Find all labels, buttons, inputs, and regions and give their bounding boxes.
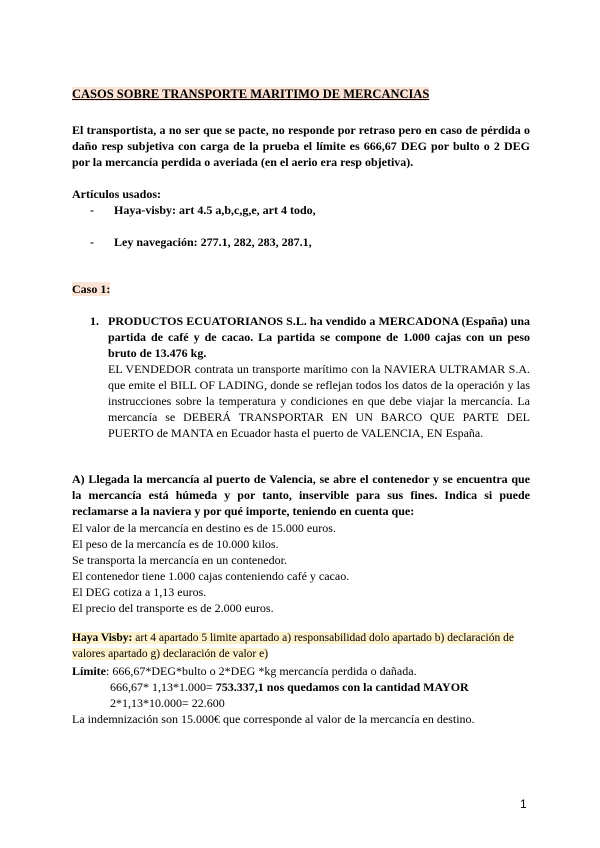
haya-text: art 4 apartado 5 limite apartado a) responsabilidad dolo apartado b) declaración de valores apartado g) declaración de valor e): [72, 632, 514, 660]
page-number: 1: [520, 797, 527, 811]
limit-label: Límite: [72, 664, 106, 678]
title-text: CASOS SOBRE TRANSPORTE MARITIMO DE MERCANCIAS: [72, 87, 430, 101]
limit-section: [72, 663, 530, 727]
case-item: [90, 313, 530, 441]
haya-label: Haya Visby:: [72, 632, 133, 644]
fact-item: El DEG cotiza a 1,13 euros.: [72, 585, 207, 599]
haya-visby-paragraph: [72, 630, 530, 662]
fact-item: El precio del transporte es de 2.000 euros.: [72, 601, 274, 615]
limit-text: : 666,67*DEG*bulto o 2*DEG *kg mercancía perdida o dañada.: [106, 664, 417, 678]
articles-heading: Artículos usados:: [72, 187, 162, 201]
fact-item: Se transporta la mercancía en un contenedor.: [72, 553, 287, 567]
calc-1-plain: 666,67* 1,13*1.000=: [110, 680, 216, 694]
facts-list: [72, 520, 530, 616]
intro-paragraph: El transportista, a no ser que se pacte, no responde por retraso pero en caso de pérdida o daño resp subjetiva con carga de la prueba el límite es 666,67 DEG por bulto o 2 DEG por la mercancía perdida o averiada (en el aerio era resp objetiva).: [72, 123, 530, 169]
conclusion: La indemnización son 15.000€ que corresponde al valor de la mercancía en destino.: [72, 712, 475, 726]
fact-item: El peso de la mercancía es de 10.000 kilos.: [72, 537, 279, 551]
page-title: [72, 86, 530, 102]
case-heading: [72, 281, 530, 297]
case-item-bold-text: PRODUCTOS ECUATORIANOS S.L. ha vendido a MERCADONA (España) una partida de café y de cacao. La partida se compone de 1.000 cajas con un peso bruto de 13.476 kg.: [108, 314, 530, 360]
case-item-number: 1.: [90, 314, 99, 328]
fact-item: El valor de la mercancía en destino es de 15.000 euros.: [72, 521, 336, 535]
calc-1-bold: 753.337,1 nos quedamos con la cantidad MAYOR: [215, 680, 469, 694]
case-label: Caso 1:: [72, 282, 111, 296]
fact-item: El contenedor tiene 1.000 cajas conteniendo café y cacao.: [72, 569, 350, 583]
question-a: A) Llegada la mercancía al puerto de Valencia, se abre el contenedor y se encuentra que la mercancía está húmeda y por tanto, inservible para sus fines. Indica si puede reclamarse a la naviera y por qué importe, teniendo en cuenta que:: [72, 472, 530, 518]
case-item-text: EL VENDEDOR contrata un transporte marítimo con la NAVIERA ULTRAMAR S.A. que emite el BILL OF LADING, donde se reflejan todos los datos de la operación y las instrucciones sobre la temperatura y condiciones en que debe viajar la mercancía. La mercancía se DEBERÁ TRANSPORTAR EN UN BARCO QUE PARTE DEL PUERTO de MANTA en Ecuador hasta el puerto de VALENCIA, EN España.: [108, 362, 530, 440]
document-page: CASOS SOBRE TRANSPORTE MARITIMO DE MERCANCIAS El transportista, a no ser que se pacte, no responde por retraso pero en caso de pérdida o daño resp subjetiva con carga de la prueba el límite es 666,67 DEG por bulto o 2 DEG por la mercancía perdida o averiada (en el aerio era resp objetiva). Artículos usados: - Haya-visby: art 4.5 a,b,c,g,e, art 4 todo, - Ley navegación: 277.1, 282, 283, 287.1, Caso 1: 1. PRODUCTOS ECUATORIANOS S.L. ha vendido a MERCADONA (España) una partida de café y de cacao. La partida se compone de 1.000 cajas con un peso bruto de 13.476 kg. EL VENDEDOR contrata un transporte marítimo con la NAVIERA ULTRAMAR S.A. que emite el BILL OF LADING, donde se reflejan todos los datos de la operación y las instrucciones sobre la temperatura y condiciones en que debe viajar la mercancía. La mercancía se DEBERÁ TRANSPORTAR EN UN BARCO QUE PARTE DEL PUERTO de MANTA en Ecuador hasta el puerto de VALENCIA, EN España. A) Llegada la mercancía al puerto de Valencia, se abre el contenedor y se encuentra que la mercancía está húmeda y por tanto, inservible para sus fines. Indica si puede reclamarse a la naviera y por qué importe, teniendo en cuenta que: El valor de la mercancía en destino es de 15.000 euros. El peso de la mercancía es de 10.000 kilos. Se transporta la mercancía en un contenedor. El contenedor tiene 1.000 cajas conteniendo café y cacao. El DEG cotiza a 1,13 euros. El precio del transporte es de 2.000 euros. Haya Visby: art 4 apartado 5 limite apartado a) responsabilidad dolo apartado b) declaración de valores apartado g) declaración de valor e) Límite: 666,67*DEG*bulto o 2*DEG *kg mercancía perdida o dañada. 666,67* 1,13*1.000= 753.337,1 nos quedamos con la cantidad MAYOR 2*1,13*10.000= 22.600 La indemnización son 15.000€ que corresponde al valor de la mercancía en destino. 1: [72, 87, 530, 811]
calc-2: 2*1,13*10.000= 22.600: [110, 696, 225, 710]
